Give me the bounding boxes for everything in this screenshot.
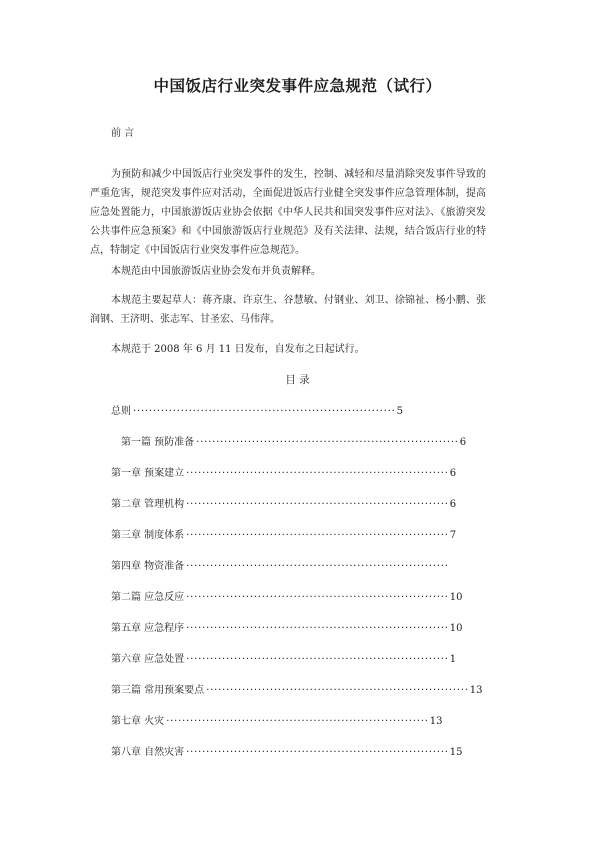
toc-leader-dots: ·································································· bbox=[186, 654, 449, 665]
toc-entry-label: 第三篇 常用预案要点 bbox=[111, 685, 205, 696]
preface-paragraph-4: 本规范于 2008 年 6 月 11 日发布，自发布之日起试行。 bbox=[111, 344, 365, 355]
toc-entry-page: 13 bbox=[469, 685, 483, 696]
toc-leader-dots: ·································································· bbox=[186, 592, 449, 603]
toc-entry-label: 第二章 管理机构 bbox=[111, 499, 185, 510]
toc-entry-page: 5 bbox=[396, 406, 403, 417]
toc-leader-dots: ·································································· bbox=[133, 406, 396, 417]
preface-paragraph-3: 本规范主要起草人：蒋齐康、许京生、谷慧敏、付钢业、刘卫、徐锦祉、杨小鹏、张润钢、王济明、张志军、甘圣宏、马伟萍。 bbox=[90, 295, 486, 325]
toc-heading: 目 录 bbox=[285, 374, 310, 386]
toc-entry-label: 第六章 应急处置 bbox=[111, 654, 185, 665]
toc-entry-page: 6 bbox=[449, 468, 457, 479]
toc-leader-dots: ·································································· bbox=[186, 468, 449, 479]
toc-entry[interactable] bbox=[111, 619, 463, 634]
toc-entry-page: 10 bbox=[449, 623, 463, 634]
toc-entry-label: 第二篇 应急反应 bbox=[111, 592, 185, 603]
toc-entry-label: 第四章 物资准备 bbox=[111, 561, 185, 572]
toc-leader-dots: ·································································· bbox=[186, 499, 449, 510]
toc-leader-dots: ·································································· bbox=[186, 530, 449, 541]
toc-entry-page: 10 bbox=[449, 592, 463, 603]
toc-entry-page: 7 bbox=[449, 530, 457, 541]
toc-entry-label: 第七章 火灾 bbox=[111, 716, 165, 727]
toc-entry[interactable] bbox=[111, 464, 457, 479]
toc-entry[interactable] bbox=[111, 402, 403, 417]
toc-leader-dots: ·································································· bbox=[186, 561, 449, 572]
toc-entry[interactable] bbox=[111, 712, 443, 727]
toc-entry-label: 第五章 应急程序 bbox=[111, 623, 185, 634]
toc-entry-page: 6 bbox=[449, 499, 457, 510]
toc-entry-page: 13 bbox=[429, 716, 443, 727]
document-title: 中国饭店行业突发事件应急规范（试行） bbox=[153, 77, 442, 95]
toc-entry[interactable] bbox=[111, 588, 463, 603]
toc-leader-dots: ·································································· bbox=[186, 747, 449, 758]
toc-entry-label: 总则 bbox=[111, 406, 131, 417]
toc-leader-dots: ·································································· bbox=[206, 685, 469, 696]
toc-leader-dots: ·································································· bbox=[186, 623, 449, 634]
toc-entry-page: 6 bbox=[459, 437, 467, 448]
toc-entry-label: 第八章 自然灾害 bbox=[111, 747, 185, 758]
toc-entry[interactable] bbox=[111, 557, 449, 572]
preface-heading: 前 言 bbox=[111, 128, 135, 139]
toc-entry[interactable] bbox=[111, 743, 463, 758]
toc-entry-label: 第三章 制度体系 bbox=[111, 530, 185, 541]
toc-entry[interactable] bbox=[111, 681, 483, 696]
toc-entry[interactable] bbox=[111, 495, 457, 510]
preface-paragraph-1: 为预防和减少中国饭店行业突发事件的发生，控制、减轻和尽量消除突发事件导致的严重危害，规范突发事件应对活动，全面促进饭店行业健全突发事件应急管理体制，提高应急处置能力，中国旅游饭店业协会依据《中华人民共和国突发事件应对法》、《旅游突发公共事件应急预案》和《中国旅游饭店行业规范》及有关法律、法规，结合饭店行业的特点，特制定《中国饭店行业突发事件应急规范》。 bbox=[90, 169, 486, 256]
preface-paragraph-2: 本规范由中国旅游饭店业协会发布并负责解释。 bbox=[111, 266, 321, 277]
toc-entry[interactable] bbox=[111, 526, 457, 541]
toc-entry-label: 第一章 预案建立 bbox=[111, 468, 185, 479]
toc-leader-dots: ·································································· bbox=[196, 437, 459, 448]
toc-entry-page: 1 bbox=[449, 654, 457, 665]
toc-entry[interactable] bbox=[111, 650, 457, 665]
toc-leader-dots: ·································································· bbox=[166, 716, 429, 727]
toc-entry-page: 15 bbox=[449, 747, 463, 758]
toc-entry[interactable] bbox=[121, 433, 467, 448]
toc-entry-label: 第一篇 预防准备 bbox=[121, 437, 195, 448]
